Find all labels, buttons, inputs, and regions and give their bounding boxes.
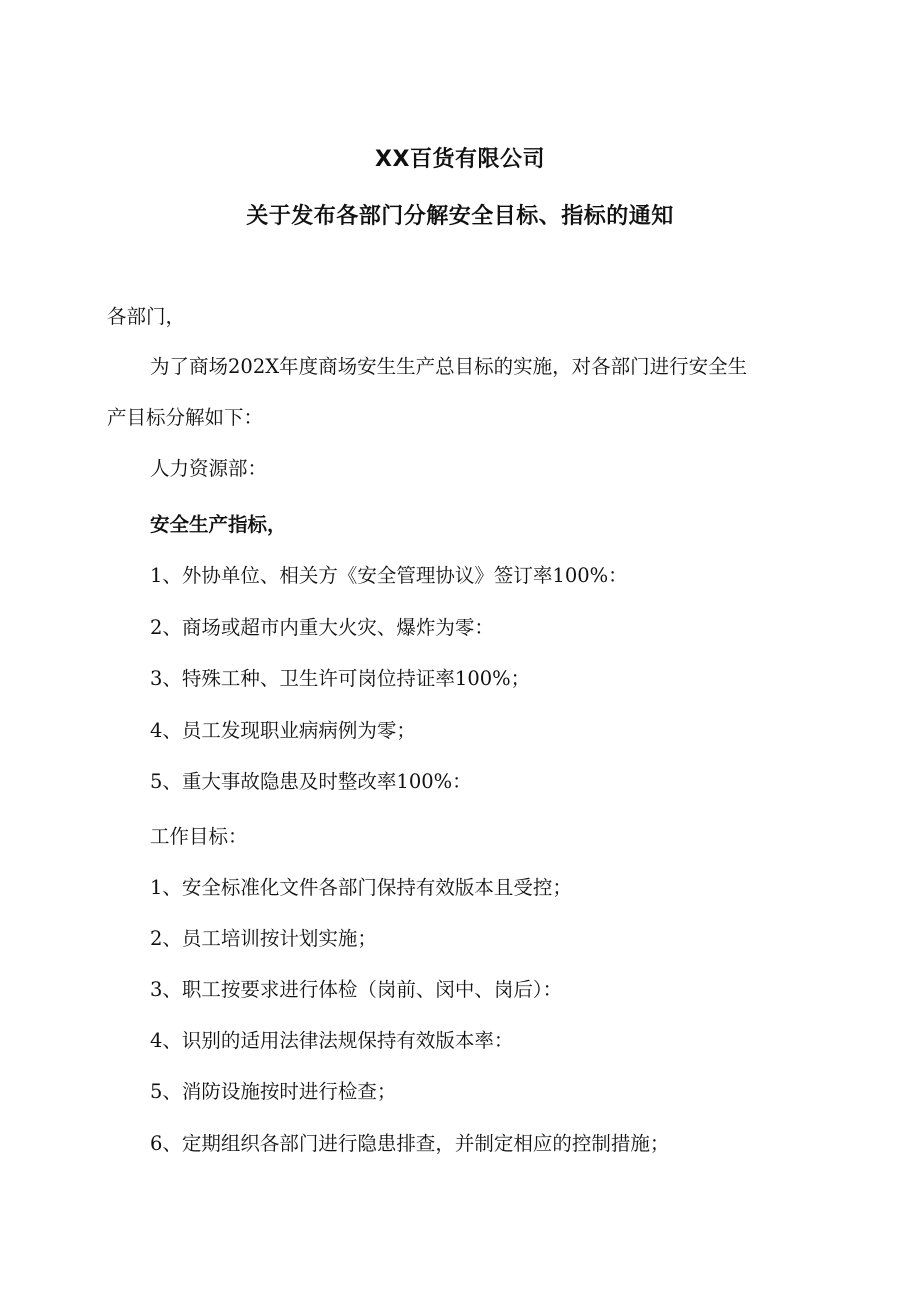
work-item: 5、消防设施按时进行检查； — [150, 1080, 397, 1103]
safety-indicators-heading: 安全生产指标， — [150, 513, 287, 536]
salutation: 各部门， — [107, 305, 186, 328]
intro-paragraph-line-1: 为了商场202X年度商场安生生产总目标的实施，对各部门进行安全生 — [150, 355, 748, 378]
work-item: 2、员工培训按计划实施； — [150, 927, 377, 950]
safety-item: 3、特殊工种、卫生许可岗位持证率100%； — [150, 667, 531, 690]
intro-paragraph-line-2: 产目标分解如下： — [107, 406, 264, 429]
company-title: XX百货有限公司 — [375, 147, 545, 172]
safety-item: 5、重大事故隐患及时整改率100%： — [150, 770, 472, 793]
work-item: 1、安全标准化文件各部门保持有效版本且受控； — [150, 876, 572, 899]
work-item: 3、职工按要求进行体检（岗前、闵中、岗后）： — [150, 978, 563, 1001]
work-goals-heading: 工作目标： — [150, 825, 248, 848]
work-item: 4、识别的适用法律法规保持有效版本率： — [150, 1029, 514, 1052]
safety-item: 4、员工发现职业病病例为零； — [150, 719, 416, 742]
safety-item: 2、商场或超市内重大火灾、爆炸为零： — [150, 616, 494, 639]
work-item: 6、定期组织各部门进行隐患排查，并制定相应的控制措施； — [150, 1132, 670, 1155]
department-heading: 人力资源部： — [150, 457, 268, 480]
safety-item: 1、外协单位、相关方《安全管理协议》签订率100%： — [150, 564, 628, 587]
notice-subject-title: 关于发布各部门分解安全目标、指标的通知 — [246, 204, 674, 229]
